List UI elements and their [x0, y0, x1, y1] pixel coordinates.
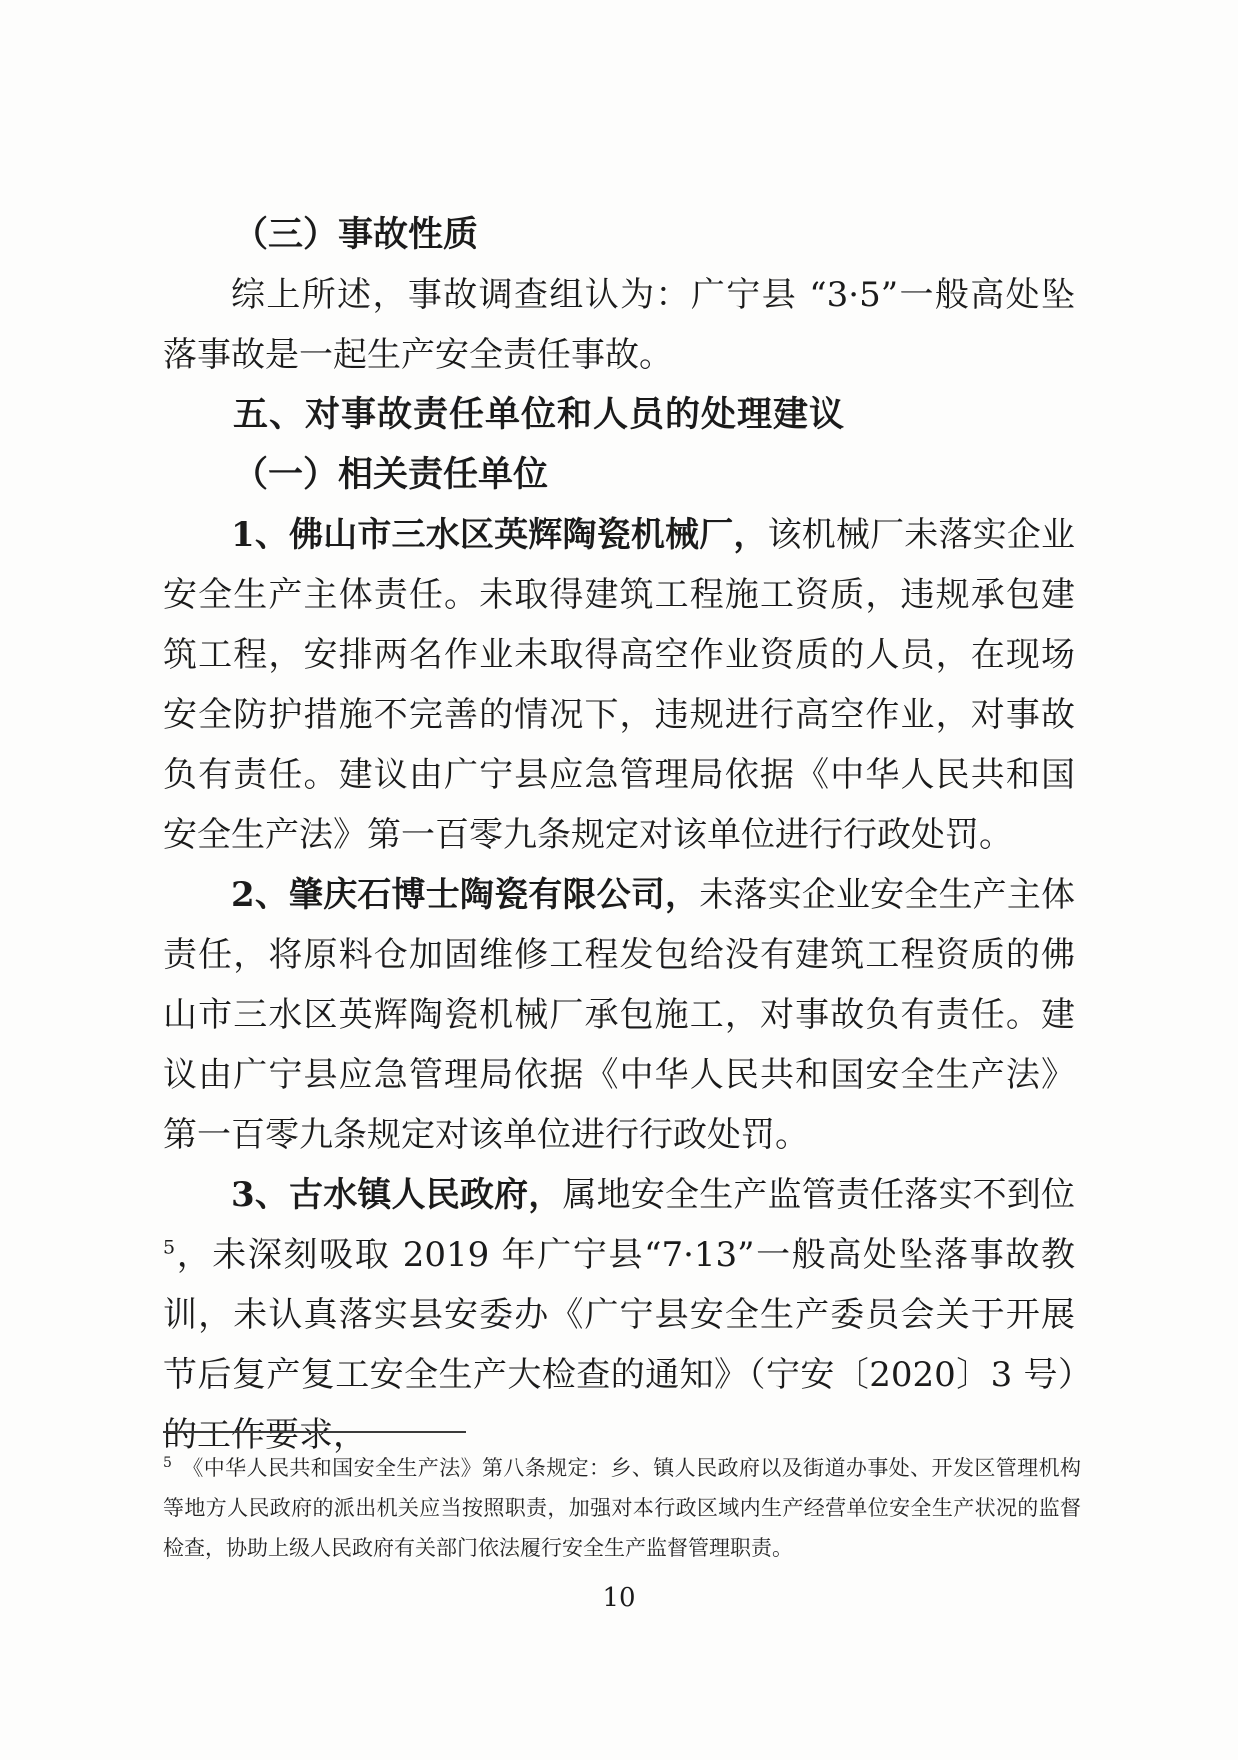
footnote-reference: 5 [163, 1236, 176, 1259]
body-text: 该机械厂未落实企业安全生产主体责任。未取得建筑工程施工资质，违规承包建筑工程，安排两名作业未取得高空作业资质的人员，在现场安全防护措施不完善的情况下，违规进行高空作业，对事故负有责任。建议由广宁县应急管理局依据《中华人民共和国安全生产法》第一百零九条规定对该单位进行行政处罚。 [163, 515, 1076, 855]
footnote-marker: 5 [163, 1455, 172, 1471]
footnote [163, 1448, 1081, 1568]
footnote-separator [163, 1431, 466, 1433]
footnote-text: 《中华人民共和国安全生产法》第八条规定：乡、镇人民政府以及街道办事处、开发区管理机构等地方人民政府的派出机关应当按照职责，加强对本行政区域内生产经营单位安全生产状况的监督检查，协助上级人民政府有关部门依法履行安全生产监督管理职责。 [163, 1456, 1081, 1560]
paragraph-unit-1 [163, 505, 1075, 865]
body-text: 未落实企业安全生产主体责任，将原料仓加固维修工程发包给没有建筑工程资质的佛山市三水区英辉陶瓷机械厂承包施工，对事故负有责任。建议由广宁县应急管理局依据《中华人民共和国安全生产法》第一百零九条规定对该单位进行行政处罚。 [163, 875, 1076, 1155]
body-text: ，未深刻吸取 2019 年广宁县“7·13”一般高处坠落事故教训，未认真落实县安委办《广宁县安全生产委员会关于开展节后复产复工安全生产大检查的通知》（宁安〔2020〕3 号）的工作要求， [163, 1235, 1075, 1455]
heading-section-five: 五、对事故责任单位和人员的处理建议 [233, 395, 846, 435]
paragraph-accident-conclusion [163, 265, 1075, 385]
body-text: 属地安全生产监管责任落实不到位 [562, 1175, 1075, 1215]
paragraph-unit-3 [163, 1165, 1075, 1465]
heading-responsible-units: （一）相关责任单位 [233, 454, 549, 495]
bold-lead: 2、肇庆石博士陶瓷有限公司， [231, 875, 700, 915]
body-text: 综上所述，事故调查组认为：广宁县 “3·5”一般高处坠落事故是一起生产安全责任事故。 [163, 275, 1075, 375]
paragraph-unit-2 [163, 865, 1075, 1165]
page-number: 10 [602, 1583, 636, 1613]
bold-lead: 3、古水镇人民政府， [231, 1175, 563, 1215]
heading-accident-nature: （三）事故性质 [233, 214, 479, 255]
document-body [163, 205, 1075, 1465]
bold-lead: 1、佛山市三水区英辉陶瓷机械厂， [231, 515, 768, 555]
